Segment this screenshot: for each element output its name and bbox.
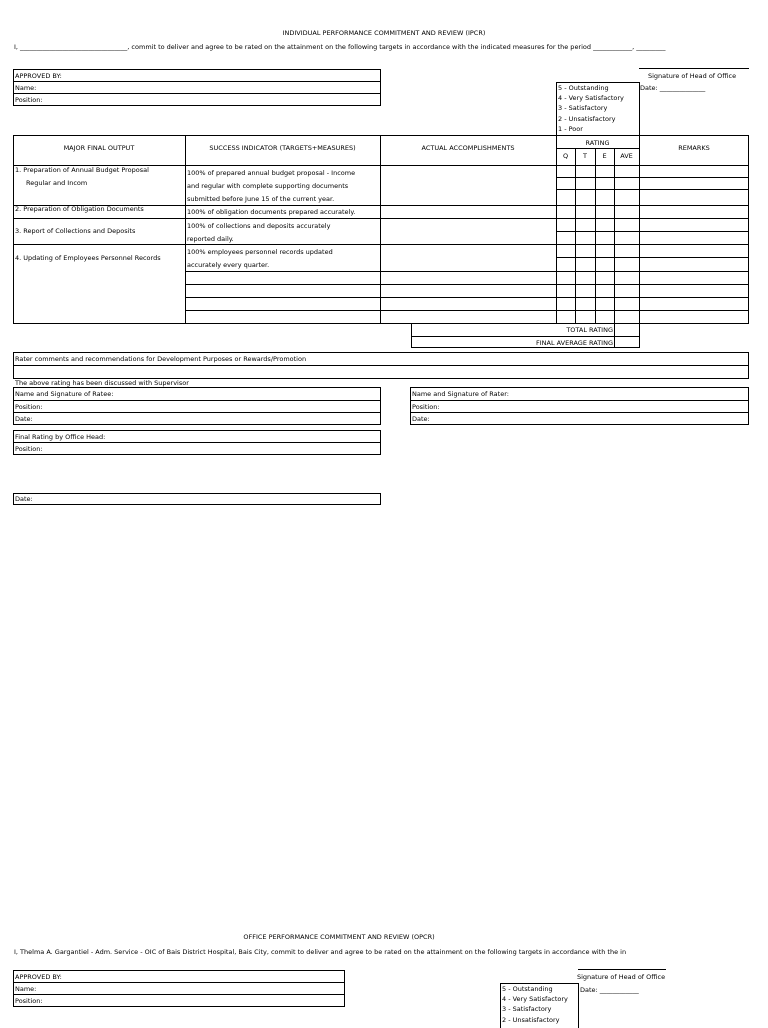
bottom-date-label: Date: [15,495,33,503]
ipcr-scale-item: 4 - Very Satisfactory [558,94,624,103]
ipcr-position-label: Position: [15,96,43,104]
header-t: T [583,152,587,160]
ipcr-approved-box [13,69,381,106]
opcr-scale-item: 3 - Satisfactory [502,1005,552,1014]
header-q: Q [562,152,569,160]
header-e: E [602,152,607,160]
header-ave: AVE [620,152,633,160]
opcr-scale-item: 5 - Outstanding [502,985,553,993]
ipcr-scale-item: 5 - Outstanding [558,84,609,92]
opcr-approved-box [13,970,345,1007]
ipcr-scale-item: 3 - Satisfactory [558,104,608,113]
ratee-signature-label: Name and Signature of Ratee: [15,390,114,398]
header-remarks: REMARKS [678,144,710,152]
opcr-commit-text: I, Thelma A. Gargantiel - Adm. Service - OIC of Bais District Hospital, Bais City, commit to deliver and agree to be rated on the attainment on the following targets in accordance with the in [14,948,627,956]
header-success-indicator: SUCCESS INDICATOR (TARGETS+MEASURES) [209,144,356,152]
ipcr-scale-item: 2 - Unsatisfactory [558,114,616,123]
row2-mfo: 2. Preparation of Obligation Documents [15,205,144,213]
ratee-position-label: Position: [15,403,43,411]
opcr-scale-item: 2 - Unsatisfactory [502,1015,560,1024]
opcr-approved-by-label: APPROVED BY: [15,973,62,981]
opcr-signature-head: Signature of Head of Office [577,973,666,981]
opcr-position-label: Position: [15,997,43,1005]
row4-si-line1: 100% employees personnel records updated [187,248,333,256]
ipcr-name-label: Name: [15,84,37,92]
opcr-name-label: Name: [15,985,37,993]
rater-position-label: Position: [412,403,440,411]
row1-si-line1: 100% of prepared annual budget proposal - Income [187,169,356,177]
ipcr-date-line: Date: ______________ [640,84,706,92]
opcr-scale-item: 4 - Very Satisfactory [502,995,568,1004]
opcr-date-line: Date: ____________ [580,986,639,994]
row3-si-line2: reported daily. [187,235,234,243]
header-major-final-output: MAJOR FINAL OUTPUT [63,144,135,152]
rater-signature-label: Name and Signature of Rater: [412,390,509,398]
rater-date-label: Date: [412,415,430,423]
total-rating-label: TOTAL RATING [566,326,613,334]
row4-mfo: 4. Updating of Employees Personnel Records [15,254,161,262]
ratee-date-label: Date: [15,415,33,423]
row1-mfo-cont: Regular and Incom [26,179,88,187]
header-actual-accomplishments: ACTUAL ACCOMPLISHMENTS [421,144,515,152]
row1-mfo: 1. Preparation of Annual Budget Proposal [15,166,149,174]
discussed-note: The above rating has been discussed with Supervisor [15,379,189,387]
row1-si-line3: submitted before June 15 of the current year. [187,195,335,203]
ipcr-signature-head: Signature of Head of Office [648,72,737,80]
ipcr-approved-by-label: APPROVED BY: [15,72,62,80]
ipcr-title: INDIVIDUAL PERFORMANCE COMMITMENT AND REVIEW (IPCR) [282,29,486,37]
bottom-date-box [13,493,381,505]
ipcr-scale-item: 1 - Poor [558,124,583,133]
opcr-title: OFFICE PERFORMANCE COMMITMENT AND REVIEW (OPCR) [243,933,435,941]
final-rating-head-label: Final Rating by Office Head: [15,433,106,441]
ipcr-commit-text: I, _________________________________, commit to deliver and agree to be rated on the attainment on the following targets in accordance with the indicated measures for the period ____________, _________ [14,43,666,51]
row3-si-line1: 100% of collections and deposits accurately [187,222,331,230]
rater-comments-label: Rater comments and recommendations for Development Purposes or Rewards/Promotion [15,355,307,363]
final-average-label: FINAL AVERAGE RATING [535,339,613,347]
row2-si-line1: 100% of obligation documents prepared accurately. [187,208,356,216]
final-rating-position-label: Position: [15,445,43,453]
row3-mfo: 3. Report of Collections and Deposits [15,227,136,235]
header-rating: RATING [585,139,610,147]
row1-si-line2: and regular with complete supporting documents [187,182,349,190]
row4-si-line2: accurately every quarter. [187,261,270,269]
